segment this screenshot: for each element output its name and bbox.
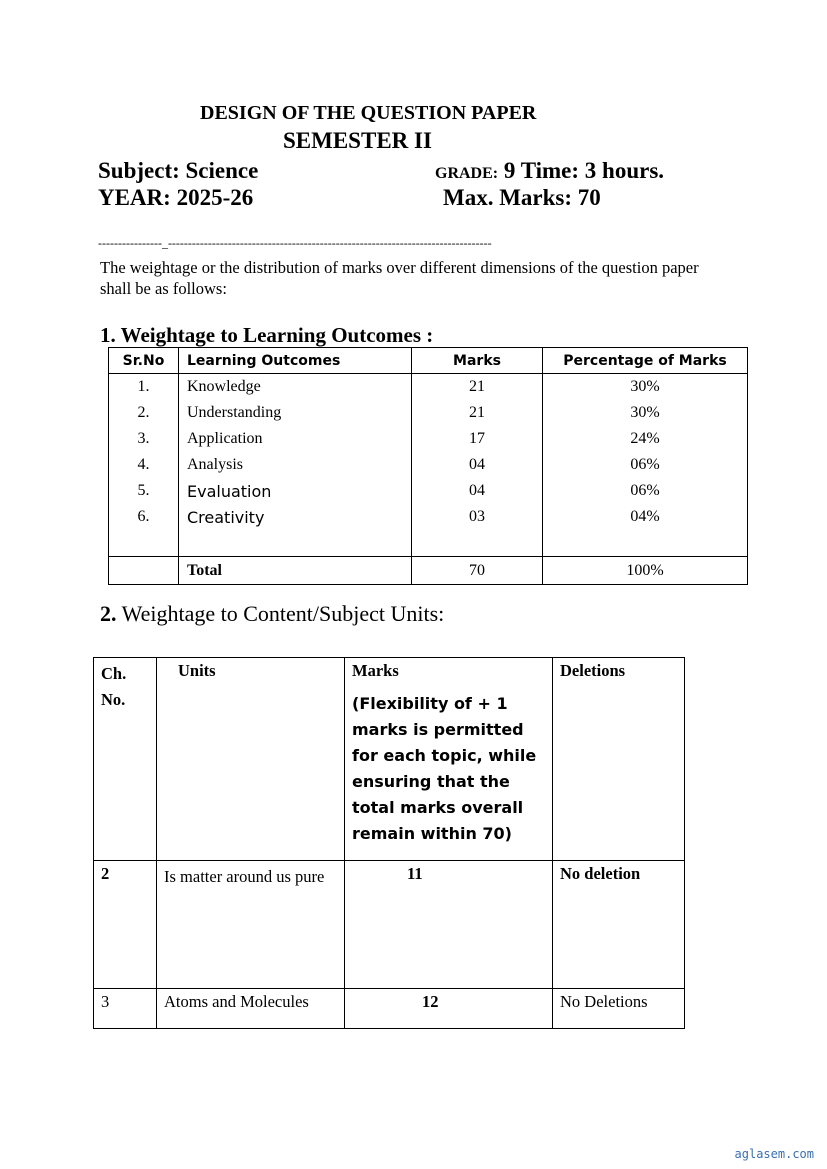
marks: 03 [412,504,543,530]
semester-label: SEMESTER II [283,128,432,153]
grade-value: 9 Time: 3 hours. [503,158,665,183]
col-marks: Marks [412,348,543,374]
col-sr-no: Sr.No [109,348,179,374]
marks [345,989,553,1029]
grade-time-label [435,158,664,184]
col-learning-outcomes: Learning Outcomes [179,348,412,374]
outcome: Evaluation [179,478,412,504]
ch-no-line1: Ch. [101,664,127,683]
marks-header: Marks [352,661,399,680]
intro-paragraph: The weightage or the distribution of marks over different dimensions of the question paper shall be as follows: [100,258,699,298]
unit: Atoms and Molecules [157,989,345,1029]
percentage: 04% [543,504,748,530]
deletions: No deletion [553,861,685,989]
col-percentage: Percentage of Marks [543,348,748,374]
outcome: Application [179,426,412,452]
content-units-table [93,657,685,1029]
subject-label: Subject: Science [98,158,259,183]
table-row [109,374,748,401]
ch-no: 2 [94,861,157,989]
col-marks [345,658,553,861]
table-row [109,426,748,452]
year-label: YEAR: 2025-26 [98,185,254,210]
sr-no: 4. [109,452,179,478]
section1-title: Weightage to Learning Outcomes : [120,323,434,347]
section2-title: Weightage to Content/Subject Units: [121,601,445,626]
table-row [109,400,748,426]
units-header: Units [178,661,216,680]
page-title: DESIGN OF THE QUESTION PAPER [200,102,537,124]
sr-no: 2. [109,400,179,426]
col-deletions: Deletions [553,658,685,861]
marks-value: 11 [407,864,423,883]
ch-no: 3 [94,989,157,1029]
marks: 17 [412,426,543,452]
sr-no: 1. [109,374,179,401]
outcome: Understanding [179,400,412,426]
marks: 04 [412,452,543,478]
max-marks-label: Max. Marks: 70 [443,185,601,210]
col-units [157,658,345,861]
total-marks: 70 [412,557,543,585]
table-header-row [94,658,685,861]
table-row-total [109,557,748,585]
section2-number: 2. [100,601,117,626]
ch-no-line2: No. [101,690,126,709]
sr-no: 3. [109,426,179,452]
marks: 04 [412,478,543,504]
percentage: 06% [543,452,748,478]
section1-number: 1. [100,323,116,347]
marks: 21 [412,400,543,426]
col-ch-no [94,658,157,861]
table-row [94,861,685,989]
table-row [94,989,685,1029]
table-header-row [109,348,748,374]
sr-no: 5. [109,478,179,504]
outcome: Analysis [179,452,412,478]
table-row [109,452,748,478]
marks-value: 12 [422,992,439,1011]
percentage: 24% [543,426,748,452]
total-label: Total [179,557,412,585]
separator-line: ----------------_--------------------------------------------------------------------------------- [98,236,492,250]
total-percentage: 100% [543,557,748,585]
table-row [109,504,748,530]
outcome: Knowledge [179,374,412,401]
section2-heading [100,601,444,627]
percentage: 30% [543,400,748,426]
marks-flexibility-note: (Flexibility of + 1 marks is permitted for each topic, while ensuring that the total marks overall remain within 70) [352,694,537,843]
percentage: 30% [543,374,748,401]
deletions: No Deletions [553,989,685,1029]
footer-watermark: aglasem.com [734,1147,814,1161]
marks: 21 [412,374,543,401]
table-row-blank [109,530,748,557]
sr-no: 6. [109,504,179,530]
table-row [109,478,748,504]
grade-label: GRADE: [435,165,499,182]
learning-outcomes-table [108,347,748,585]
section1-heading [100,323,433,348]
outcome: Creativity [179,504,412,530]
unit: Is matter around us pure [157,861,345,989]
marks [345,861,553,989]
percentage: 06% [543,478,748,504]
